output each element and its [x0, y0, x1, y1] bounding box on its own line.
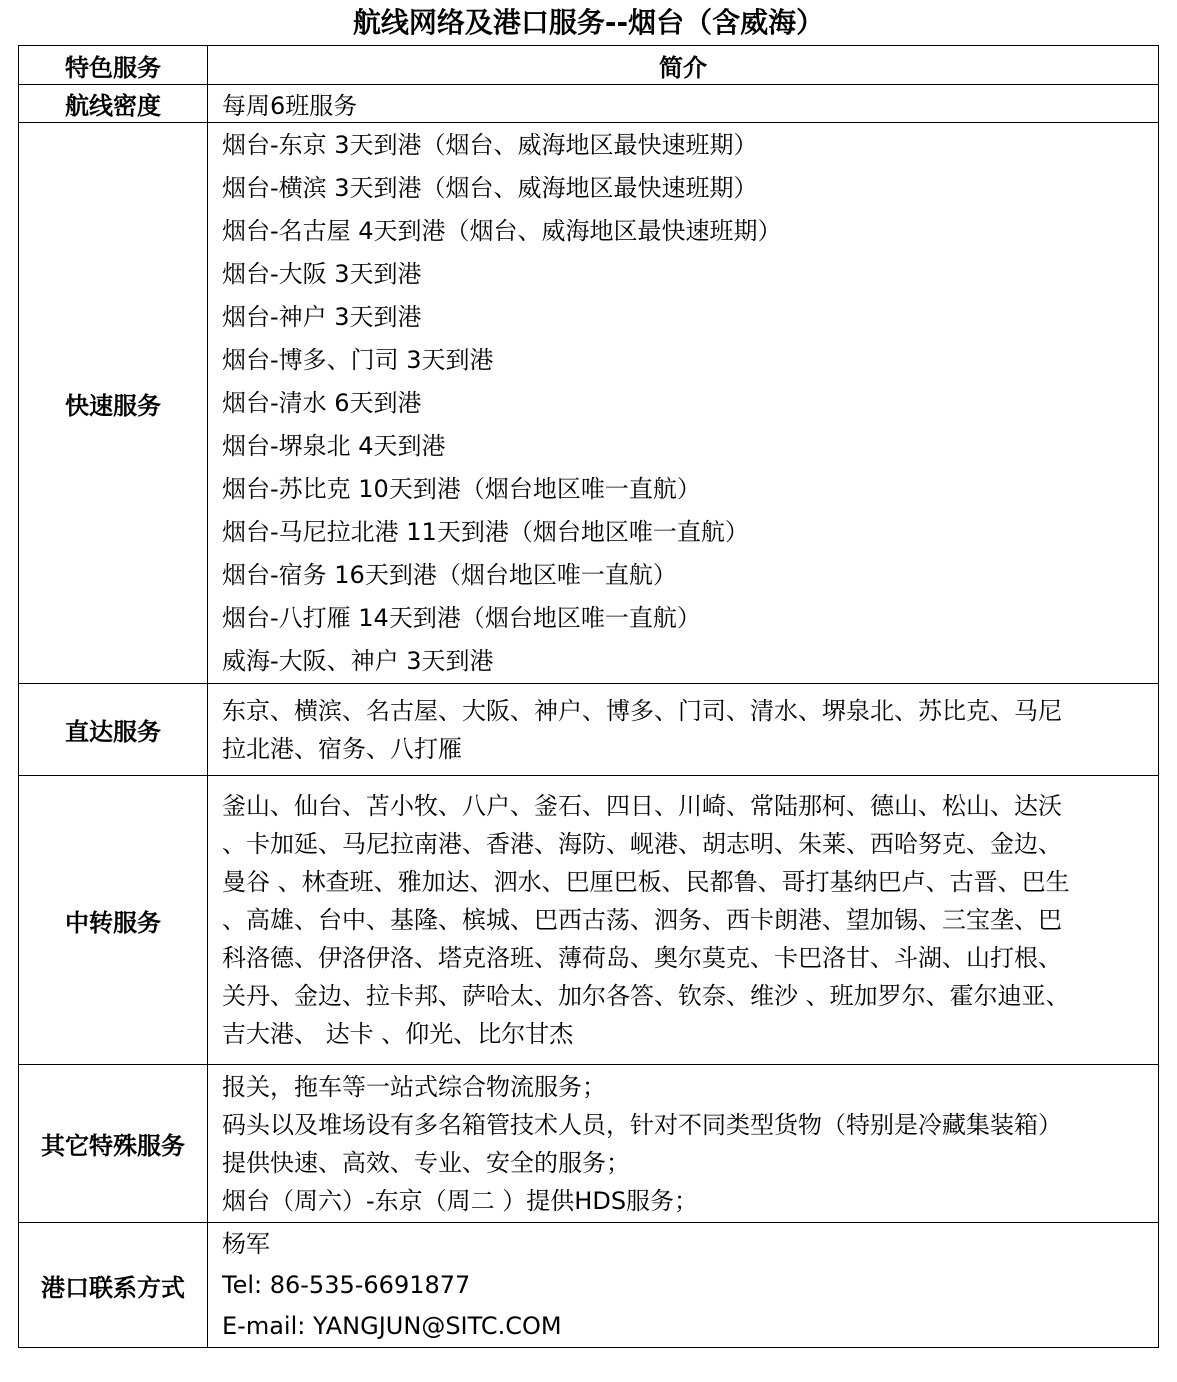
transit-service-label: 中转服务	[19, 776, 208, 1065]
service-table	[18, 45, 1159, 1348]
row-route-density	[19, 85, 1159, 123]
express-route-line: 烟台-大阪 3天到港	[222, 260, 422, 288]
contact-tel: Tel: 86-535-6691877	[222, 1270, 471, 1299]
direct-ports-line: 拉北港、宿务、八打雁	[222, 734, 462, 763]
transit-ports-line: 、高雄、台中、基隆、槟城、巴西古荡、泗务、西卡朗港、望加锡、三宝垄、巴	[222, 906, 1062, 934]
express-route-line: 烟台-清水 6天到港	[222, 389, 422, 417]
table-header-row	[19, 46, 1159, 85]
transit-service-content	[208, 776, 1159, 1065]
row-express-service	[19, 123, 1159, 684]
direct-ports-line: 东京、横滨、名古屋、大阪、神户、博多、门司、清水、堺泉北、苏比克、马尼	[222, 696, 1062, 725]
special-service-label: 其它特殊服务	[19, 1065, 208, 1223]
transit-ports-line: 吉大港、 达卡 、仰光、比尔甘杰	[222, 1020, 574, 1048]
express-route-line: 烟台-名古屋 4天到港（烟台、威海地区最快速班期）	[222, 217, 782, 245]
express-route-line: 烟台-东京 3天到港（烟台、威海地区最快速班期）	[222, 131, 758, 159]
row-transit-service	[19, 776, 1159, 1065]
header-introduction: 简介	[208, 46, 1159, 85]
express-route-line: 烟台-博多、门司 3天到港	[222, 346, 494, 374]
express-route-line: 烟台-堺泉北 4天到港	[222, 432, 446, 460]
port-contact-label: 港口联系方式	[19, 1223, 208, 1348]
special-service-line: 烟台（周六）-东京（周二 ）提供HDS服务；	[222, 1186, 699, 1215]
special-service-line: 提供快速、高效、专业、安全的服务；	[222, 1148, 630, 1177]
express-route-line: 烟台-苏比克 10天到港（烟台地区唯一直航）	[222, 475, 701, 503]
express-route-line: 烟台-八打雁 14天到港（烟台地区唯一直航）	[222, 604, 701, 632]
special-service-content	[208, 1065, 1159, 1223]
express-route-line: 威海-大阪、神户 3天到港	[222, 647, 494, 675]
row-port-contact	[19, 1223, 1159, 1348]
header-feature-service: 特色服务	[19, 46, 208, 85]
special-service-line: 报关，拖车等一站式综合物流服务；	[222, 1072, 606, 1101]
page-title: 航线网络及港口服务--烟台（含威海）	[352, 6, 825, 39]
port-contact-content	[208, 1223, 1159, 1348]
express-service-content	[208, 123, 1159, 684]
direct-service-content	[208, 684, 1159, 776]
special-service-line: 码头以及堆场设有多名箱管技术人员，针对不同类型货物（特别是冷藏集装箱）	[222, 1110, 1062, 1139]
contact-email: E-mail: YANGJUN@SITC.COM	[222, 1311, 562, 1340]
express-service-label: 快速服务	[19, 123, 208, 684]
express-route-line: 烟台-横滨 3天到港（烟台、威海地区最快速班期）	[222, 174, 758, 202]
express-route-line: 烟台-马尼拉北港 11天到港（烟台地区唯一直航）	[222, 518, 749, 546]
express-route-line: 烟台-神户 3天到港	[222, 303, 422, 331]
express-route-line: 烟台-宿务 16天到港（烟台地区唯一直航）	[222, 561, 677, 589]
route-density-value: 每周6班服务	[208, 85, 1159, 123]
transit-ports-line: 釜山、仙台、苫小牧、八户、釜石、四日、川崎、常陆那柯、德山、松山、达沃	[222, 792, 1062, 820]
row-special-service	[19, 1065, 1159, 1223]
route-density-label: 航线密度	[19, 85, 208, 123]
transit-ports-line: 科洛德、伊洛伊洛、塔克洛班、薄荷岛、奥尔莫克、卡巴洛甘、斗湖、山打根、	[222, 944, 1062, 972]
direct-service-label: 直达服务	[19, 684, 208, 776]
contact-name: 杨军	[222, 1229, 270, 1258]
transit-ports-line: 、卡加延、马尼拉南港、香港、海防、岘港、胡志明、朱莱、西哈努克、金边、	[222, 830, 1062, 858]
transit-ports-line: 曼谷 、林查班、雅加达、泗水、巴厘巴板、民都鲁、哥打基纳巴卢、古晋、巴生	[222, 868, 1070, 896]
transit-ports-line: 关丹、金边、拉卡邦、萨哈太、加尔各答、钦奈、维沙 、班加罗尔、霍尔迪亚、	[222, 982, 1070, 1010]
row-direct-service	[19, 684, 1159, 776]
